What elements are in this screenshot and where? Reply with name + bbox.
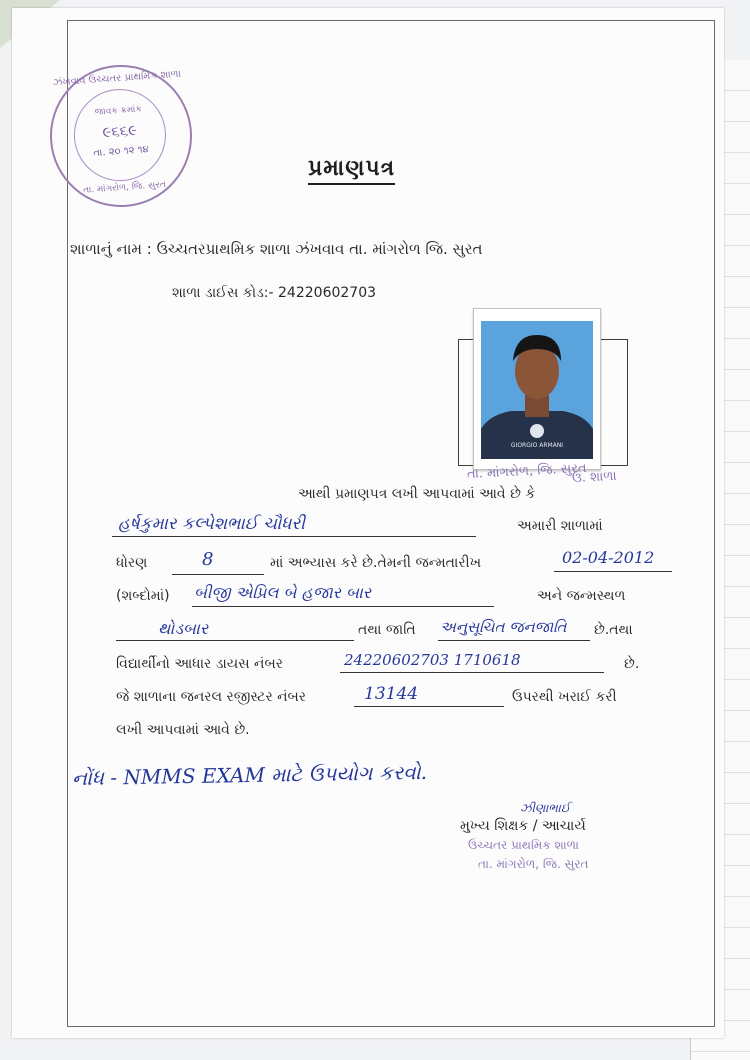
photo-stamp-line2: ઉ. શાળા xyxy=(571,468,618,487)
studying-text: માં અભ્યાસ કરે છે.તેમની જન્મતારીખ xyxy=(270,555,482,571)
caste-label: તથા જાતિ xyxy=(358,622,416,638)
note-text: નોંધ - NMMS EXAM માટે ઉપયોગ કરવો. xyxy=(71,759,428,791)
signatory-title: મુખ્ય શિક્ષક / આચાર્ય xyxy=(460,818,586,834)
caste-suffix: છે.તથા xyxy=(594,622,633,638)
student-name: હર્ષકુમાર કલ્પેશભાઈ ચૌધરી xyxy=(118,514,306,534)
dob-line xyxy=(554,571,672,572)
footer-stamp-line1: ઉચ્ચતર પ્રાથમિક શાળા xyxy=(468,838,579,852)
seal-inward-label: જાવક ક્રમાંક xyxy=(94,104,143,118)
register-suffix: ઉપરથી ખરાઈ કરી xyxy=(512,689,617,705)
signature: ઝીણાભાઈ xyxy=(520,801,571,815)
caste-value: અનુસૂચિત જનજાતિ xyxy=(440,618,567,636)
school-name: શાળાનું નામ : ઉચ્ચતરપ્રાથમિક શાળા ઝંખવાવ તા. માંગરોળ જિ. સુરત xyxy=(70,240,483,258)
caste-line xyxy=(438,640,590,641)
dise-code: શાળા ડાઈસ કોડ:- 24220602703 xyxy=(172,285,377,301)
in-words-label: (શબ્દોમાં) xyxy=(116,588,170,604)
std-line xyxy=(172,574,264,575)
register-line xyxy=(354,706,504,707)
seal-ring-top-text: ઝંખવાવ ઉચ્ચતર પ્રાથમિક શાળા xyxy=(52,68,182,89)
page-title: પ્રમાણપત્ર xyxy=(308,156,395,185)
birthplace-line xyxy=(116,640,354,641)
birthplace-label: અને જન્મસ્થળ xyxy=(537,588,626,604)
student-photo xyxy=(473,308,601,470)
footer-stamp-line2: તા. માંગરોળ, જિ. સુરત xyxy=(478,857,589,871)
dob-words-line xyxy=(192,606,494,607)
aadhar-line xyxy=(340,672,604,673)
aadhar-label: વિદ્યાર્થીનો આધાર ડાયસ નંબર xyxy=(116,656,283,672)
seal-number: ૯૬૬૯ xyxy=(101,120,138,142)
school-suffix: અમારી શાળામાં xyxy=(517,518,603,534)
register-value: 13144 xyxy=(364,684,419,704)
birthplace-value: થોડબાર xyxy=(158,619,209,638)
std-label: ધોરણ xyxy=(116,555,148,571)
certificate-page xyxy=(12,8,724,1038)
student-photo-image xyxy=(481,321,593,459)
seal-ring-bottom-text: તા. માંગરોળ, જિ. સુરત xyxy=(82,179,167,196)
seal-inner-circle xyxy=(71,86,169,184)
intro-text: આથી પ્રમાણપત્ર લખી આપવામાં આવે છે કે xyxy=(298,486,536,502)
closing-text: લખી આપવામાં આવે છે. xyxy=(116,722,250,738)
aadhar-suffix: છે. xyxy=(624,656,640,672)
seal-date: તા. ૨૦ ૧૨ ૧૪ xyxy=(92,144,150,159)
register-label: જે શાળાના જનરલ રજીસ્ટર નંબર xyxy=(116,689,307,705)
aadhar-value: 24220602703 1710618 xyxy=(344,651,521,669)
dob-words: બીજી એપ્રિલ બે હજાર બાર xyxy=(194,583,372,602)
student-name-line xyxy=(112,536,476,537)
dob-value: 02-04-2012 xyxy=(562,548,655,567)
photo-stamp-line1: તા. માંગરોળ, જિ. સુરત xyxy=(466,460,587,483)
std-value: 8 xyxy=(202,549,214,570)
photo-shirt-text: GIORGIO ARMANI xyxy=(510,442,564,449)
